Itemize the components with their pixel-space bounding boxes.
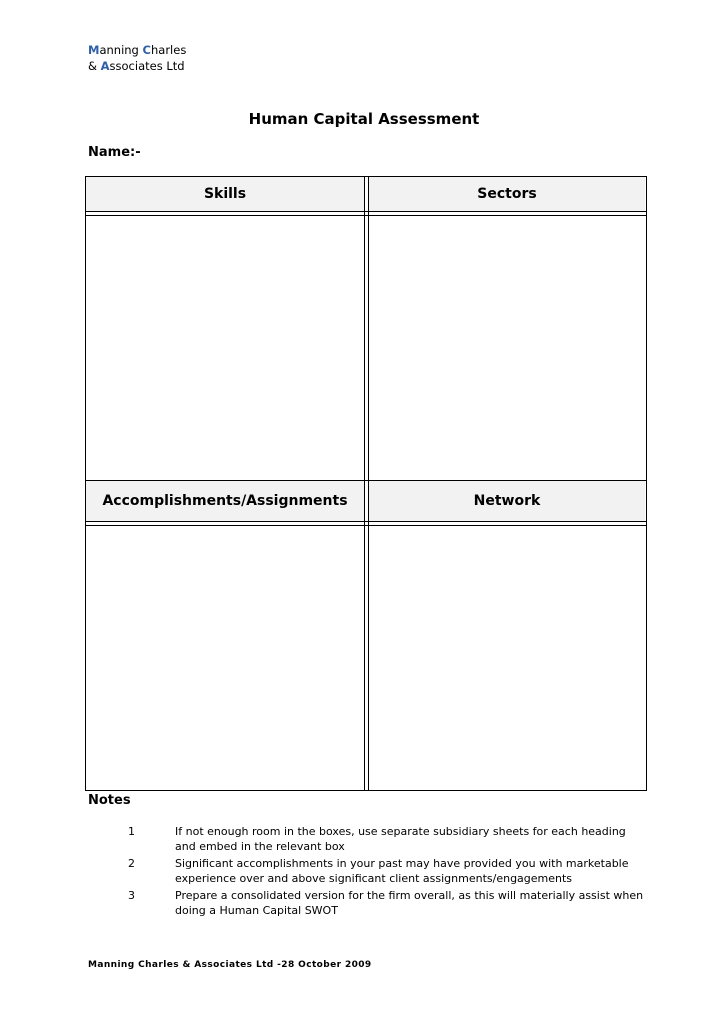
network-cell[interactable]: [369, 526, 645, 788]
note-text: If not enough room in the boxes, use separate subsidiary sheets for each heading and embed in the relevant box: [175, 825, 626, 853]
network-header: Network: [369, 481, 645, 521]
divider: [364, 177, 365, 790]
logo-line-1: Manning Charles: [88, 43, 187, 57]
note-text: Significant accomplishments in your past may have provided you with marketable experience over and above significant client assignments/engagements: [175, 857, 629, 885]
note-number: 1: [128, 825, 135, 838]
notes-title: Notes: [88, 793, 131, 808]
logo-line-2: & Associates Ltd: [88, 59, 185, 73]
note-item: [88, 888, 648, 918]
note-item: [88, 856, 648, 886]
sectors-cell[interactable]: [369, 216, 645, 480]
note-text: Prepare a consolidated version for the firm overall, as this will materially assist when doing a Human Capital SWOT: [175, 889, 644, 917]
note-number: 3: [128, 889, 135, 902]
skills-header: Skills: [86, 177, 364, 211]
name-label: Name:-: [88, 145, 141, 160]
page-title: Human Capital Assessment: [248, 110, 480, 128]
accomplishments-header: Accomplishments/Assignments: [86, 481, 364, 521]
note-number: 2: [128, 857, 135, 870]
divider: [86, 521, 646, 522]
divider: [86, 211, 646, 212]
note-item: [88, 824, 648, 854]
company-logo: [88, 42, 186, 74]
accomplishments-cell[interactable]: [86, 526, 364, 788]
sectors-header: Sectors: [369, 177, 645, 211]
assessment-table: [85, 176, 647, 791]
footer: Manning Charles & Associates Ltd -28 October 2009: [88, 960, 372, 970]
skills-cell[interactable]: [86, 216, 364, 480]
divider: [368, 177, 369, 790]
